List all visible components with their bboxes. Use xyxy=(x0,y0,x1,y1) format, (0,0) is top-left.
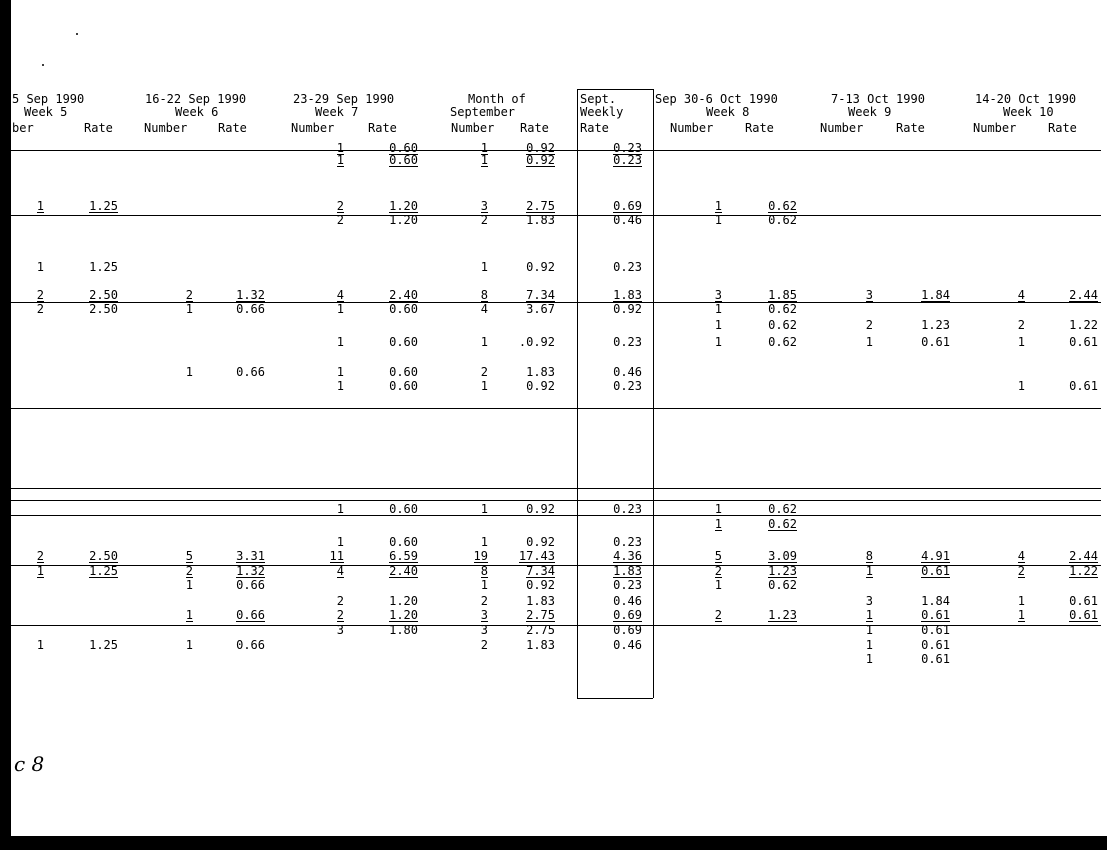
table-cell-w10r: 0.61 xyxy=(1069,379,1098,393)
table-cell-w8n: 3 xyxy=(714,288,722,302)
table-cell-w9n: 1 xyxy=(865,623,873,637)
table-cell-w8r: 0.62 xyxy=(768,213,797,227)
table-cell-mr: 2.75 xyxy=(526,623,555,637)
table-cell-mn: 1 xyxy=(480,335,488,349)
table-cell-w10n: 1 xyxy=(1017,335,1025,349)
table-cell-w10n: 4 xyxy=(1017,288,1025,302)
table-cell-w8n: 1 xyxy=(714,335,722,349)
table-cell-mn: 2 xyxy=(480,365,488,379)
header-week6-rate: Rate xyxy=(218,121,247,135)
table-cell-w8r: 0.62 xyxy=(768,335,797,349)
table-cell-w6r: 0.66 xyxy=(236,365,265,379)
table-cell-mn: 1 xyxy=(480,379,488,393)
header-week9-rate: Rate xyxy=(896,121,925,135)
table-cell-w8n: 2 xyxy=(714,564,722,578)
table-cell-w8r: 0.62 xyxy=(768,302,797,316)
table-cell-w8r: 0.62 xyxy=(768,502,797,516)
scan-border-bottom xyxy=(0,836,1107,850)
table-cell-w7n: 1 xyxy=(336,153,344,167)
table-cell-mn: 3 xyxy=(480,199,488,213)
table-cell-w9n: 8 xyxy=(865,549,873,563)
header-week6-label: Week 6 xyxy=(175,105,219,119)
table-cell-w6n: 1 xyxy=(185,638,193,652)
table-cell-w7n: 1 xyxy=(336,302,344,316)
table-cell-sw: 1.83 xyxy=(613,564,642,578)
table-cell-mr: 7.34 xyxy=(526,288,555,302)
table-cell-w8n: 1 xyxy=(714,213,722,227)
table-cell-mn: 19 xyxy=(473,549,488,563)
table-cell-w8n: 1 xyxy=(714,517,722,531)
header-sept-rate: Rate xyxy=(580,121,609,135)
table-cell-mr: 17.43 xyxy=(518,549,555,563)
header-week6-number: Number xyxy=(144,121,188,135)
table-cell-w8n: 1 xyxy=(714,199,722,213)
table-cell-w10n: 1 xyxy=(1017,594,1025,608)
header-month-line2: September xyxy=(450,105,516,119)
header-sept-line2: Weekly xyxy=(580,105,624,119)
header-week8-dates: Sep 30-6 Oct 1990 xyxy=(655,92,778,106)
table-cell-w8n: 5 xyxy=(714,549,722,563)
table-cell-w7n: 1 xyxy=(336,365,344,379)
table-cell-w5r: 2.50 xyxy=(89,549,118,563)
table-cell-w9n: 1 xyxy=(865,638,873,652)
table-cell-mr: .0.92 xyxy=(518,335,555,349)
table-cell-sw: 0.23 xyxy=(613,335,642,349)
table-cell-mn: 1 xyxy=(480,578,488,592)
table-cell-w10r: 2.44 xyxy=(1069,549,1098,563)
table-cell-mn: 3 xyxy=(480,623,488,637)
table-cell-w5r: 2.50 xyxy=(89,302,118,316)
table-cell-w9r: 4.91 xyxy=(921,549,950,563)
header-week6-dates: 16-22 Sep 1990 xyxy=(145,92,247,106)
table-cell-mr: 1.83 xyxy=(526,594,555,608)
rule-section xyxy=(11,408,1101,409)
table-cell-w7n: 1 xyxy=(336,535,344,549)
table-cell-w9r: 0.61 xyxy=(921,623,950,637)
table-cell-w5r: 1.25 xyxy=(89,564,118,578)
table-cell-mn: 1 xyxy=(480,141,488,155)
table-cell-w5n: 1 xyxy=(36,260,44,274)
table-cell-w8r: 0.62 xyxy=(768,318,797,332)
table-cell-w8r: 1.23 xyxy=(768,608,797,622)
sept-column-box-right xyxy=(653,89,654,698)
table-cell-w10r: 1.22 xyxy=(1069,318,1098,332)
table-cell-w8n: 1 xyxy=(714,318,722,332)
table-cell-w8r: 0.62 xyxy=(768,199,797,213)
table-cell-mn: 1 xyxy=(480,502,488,516)
rule-section xyxy=(11,488,1101,489)
table-cell-w5n: 1 xyxy=(36,564,44,578)
table-cell-w10r: 0.61 xyxy=(1069,335,1098,349)
table-cell-w9r: 0.61 xyxy=(921,564,950,578)
header-week10-dates: 14-20 Oct 1990 xyxy=(975,92,1077,106)
table-cell-w7r: 0.60 xyxy=(389,379,418,393)
table-cell-w7r: 2.40 xyxy=(389,564,418,578)
table-cell-w6r: 1.32 xyxy=(236,564,265,578)
table-cell-w7r: 0.60 xyxy=(389,302,418,316)
table-cell-w7n: 1 xyxy=(336,335,344,349)
table-cell-w8r: 1.23 xyxy=(768,564,797,578)
table-cell-w6r: 0.66 xyxy=(236,302,265,316)
table-cell-sw: 0.23 xyxy=(613,535,642,549)
table-cell-w7r: 1.20 xyxy=(389,213,418,227)
table-cell-w9r: 1.84 xyxy=(921,288,950,302)
table-cell-w5r: 1.25 xyxy=(89,638,118,652)
header-week7-dates: 23-29 Sep 1990 xyxy=(293,92,395,106)
table-cell-mr: 2.75 xyxy=(526,608,555,622)
header-month-line1: Month of xyxy=(468,92,526,106)
table-cell-w10r: 2.44 xyxy=(1069,288,1098,302)
sept-column-box-bottom xyxy=(577,698,653,699)
table-cell-w10n: 2 xyxy=(1017,564,1025,578)
header-week7-rate: Rate xyxy=(368,121,397,135)
table-cell-w10n: 1 xyxy=(1017,608,1025,622)
table-cell-w8r: 3.09 xyxy=(768,549,797,563)
table-cell-mn: 2 xyxy=(480,213,488,227)
table-cell-w5n: 1 xyxy=(36,199,44,213)
table-cell-sw: 0.23 xyxy=(613,379,642,393)
table-cell-sw: 0.23 xyxy=(613,502,642,516)
table-cell-mn: 1 xyxy=(480,535,488,549)
table-cell-w7r: 0.60 xyxy=(389,141,418,155)
table-cell-w9r: 0.61 xyxy=(921,638,950,652)
table-cell-w9r: 0.61 xyxy=(921,335,950,349)
table-cell-mr: 0.92 xyxy=(526,502,555,516)
table-cell-mn: 8 xyxy=(480,288,488,302)
table-cell-w9n: 1 xyxy=(865,335,873,349)
table-cell-w5n: 1 xyxy=(36,638,44,652)
table-cell-mr: 0.92 xyxy=(526,260,555,274)
table-cell-w7n: 2 xyxy=(336,594,344,608)
table-cell-w5n: 2 xyxy=(36,302,44,316)
speck-2 xyxy=(42,64,44,66)
header-week7-number: Number xyxy=(291,121,335,135)
table-cell-sw: 0.46 xyxy=(613,365,642,379)
table-cell-sw: 0.46 xyxy=(613,213,642,227)
table-cell-w8r: 0.62 xyxy=(768,578,797,592)
table-cell-mn: 1 xyxy=(480,153,488,167)
table-cell-mr: 1.83 xyxy=(526,638,555,652)
header-week8-rate: Rate xyxy=(745,121,774,135)
rule-section xyxy=(11,215,1101,216)
table-cell-mr: 0.92 xyxy=(526,141,555,155)
header-week5-dates: 5 Sep 1990 xyxy=(12,92,85,106)
table-cell-w5r: 1.25 xyxy=(89,199,118,213)
table-cell-sw: 0.23 xyxy=(613,260,642,274)
handwritten-note: c 8 xyxy=(14,752,45,776)
table-cell-sw: 0.92 xyxy=(613,302,642,316)
table-cell-w10n: 4 xyxy=(1017,549,1025,563)
table-cell-mr: 3.67 xyxy=(526,302,555,316)
table-cell-w7n: 3 xyxy=(336,623,344,637)
table-cell-w7r: 6.59 xyxy=(389,549,418,563)
table-cell-sw: 0.23 xyxy=(613,578,642,592)
table-cell-w5r: 2.50 xyxy=(89,288,118,302)
table-cell-sw: 0.23 xyxy=(613,153,642,167)
table-cell-w9n: 3 xyxy=(865,288,873,302)
rule-under-header xyxy=(11,150,1101,151)
table-cell-w9n: 2 xyxy=(865,318,873,332)
table-cell-mn: 8 xyxy=(480,564,488,578)
sept-column-box-left xyxy=(577,89,578,698)
header-week9-dates: 7-13 Oct 1990 xyxy=(831,92,925,106)
header-week10-rate: Rate xyxy=(1048,121,1077,135)
table-cell-w10n: 1 xyxy=(1017,379,1025,393)
table-cell-w7r: 1.20 xyxy=(389,594,418,608)
table-cell-w7r: 0.60 xyxy=(389,502,418,516)
table-cell-w6n: 5 xyxy=(185,549,193,563)
speck-1 xyxy=(76,33,78,35)
table-cell-w7n: 11 xyxy=(329,549,344,563)
table-cell-mr: 0.92 xyxy=(526,578,555,592)
table-cell-w8n: 1 xyxy=(714,578,722,592)
table-cell-w7n: 2 xyxy=(336,199,344,213)
rule-section xyxy=(11,500,1101,501)
header-sept-line1: Sept. xyxy=(580,92,617,106)
table-cell-sw: 0.23 xyxy=(613,141,642,155)
table-cell-w8r: 1.85 xyxy=(768,288,797,302)
table-cell-w5n: 2 xyxy=(36,288,44,302)
table-cell-w7r: 0.60 xyxy=(389,153,418,167)
table-cell-w7n: 1 xyxy=(336,502,344,516)
table-cell-w10n: 2 xyxy=(1017,318,1025,332)
header-month-number: Number xyxy=(451,121,495,135)
table-cell-mn: 3 xyxy=(480,608,488,622)
table-cell-mr: 7.34 xyxy=(526,564,555,578)
table-cell-w6n: 1 xyxy=(185,608,193,622)
table-cell-mr: 0.92 xyxy=(526,153,555,167)
table-cell-w7n: 1 xyxy=(336,141,344,155)
table-cell-mn: 1 xyxy=(480,260,488,274)
table-cell-w5r: 1.25 xyxy=(89,260,118,274)
table-cell-w9n: 3 xyxy=(865,594,873,608)
table-cell-sw: 0.69 xyxy=(613,623,642,637)
table-cell-w7r: 0.60 xyxy=(389,535,418,549)
table-cell-w9r: 0.61 xyxy=(921,652,950,666)
table-cell-w6n: 1 xyxy=(185,365,193,379)
table-cell-w9r: 0.61 xyxy=(921,608,950,622)
table-cell-mn: 2 xyxy=(480,638,488,652)
table-cell-w7r: 2.40 xyxy=(389,288,418,302)
table-cell-w9r: 1.84 xyxy=(921,594,950,608)
table-cell-mn: 2 xyxy=(480,594,488,608)
table-cell-sw: 0.69 xyxy=(613,608,642,622)
table-cell-w7r: 1.20 xyxy=(389,199,418,213)
table-cell-w7r: 0.60 xyxy=(389,365,418,379)
table-cell-sw: 0.69 xyxy=(613,199,642,213)
table-cell-sw: 1.83 xyxy=(613,288,642,302)
table-cell-w6n: 2 xyxy=(185,288,193,302)
table-cell-w9n: 1 xyxy=(865,608,873,622)
table-cell-mr: 1.83 xyxy=(526,213,555,227)
table-cell-w9n: 1 xyxy=(865,564,873,578)
table-cell-w6r: 0.66 xyxy=(236,638,265,652)
rule-section xyxy=(11,302,1101,303)
table-cell-w9r: 1.23 xyxy=(921,318,950,332)
table-cell-w7r: 0.60 xyxy=(389,335,418,349)
table-cell-mr: 0.92 xyxy=(526,535,555,549)
header-week5-number: ber xyxy=(12,121,34,135)
table-cell-mn: 4 xyxy=(480,302,488,316)
table-cell-mr: 0.92 xyxy=(526,379,555,393)
header-week10-label: Week 10 xyxy=(1003,105,1054,119)
header-week5-rate: Rate xyxy=(84,121,113,135)
header-week10-number: Number xyxy=(973,121,1017,135)
table-cell-w8n: 1 xyxy=(714,502,722,516)
header-week9-label: Week 9 xyxy=(848,105,892,119)
table-cell-w7n: 1 xyxy=(336,379,344,393)
table-cell-w10r: 0.61 xyxy=(1069,594,1098,608)
table-cell-w7r: 1.80 xyxy=(389,623,418,637)
table-cell-w8n: 1 xyxy=(714,302,722,316)
table-cell-w6n: 1 xyxy=(185,302,193,316)
table-cell-w8r: 0.62 xyxy=(768,517,797,531)
header-week7-label: Week 7 xyxy=(315,105,359,119)
table-cell-w10r: 0.61 xyxy=(1069,608,1098,622)
table-cell-w6r: 0.66 xyxy=(236,608,265,622)
table-cell-w7n: 2 xyxy=(336,608,344,622)
header-week5-label: Week 5 xyxy=(24,105,68,119)
table-cell-w6r: 0.66 xyxy=(236,578,265,592)
table-cell-w8n: 2 xyxy=(714,608,722,622)
header-week9-number: Number xyxy=(820,121,864,135)
table-cell-mr: 2.75 xyxy=(526,199,555,213)
table-cell-w7n: 4 xyxy=(336,564,344,578)
table-cell-sw: 0.46 xyxy=(613,594,642,608)
table-cell-w10r: 1.22 xyxy=(1069,564,1098,578)
table-cell-w7n: 4 xyxy=(336,288,344,302)
rule-section xyxy=(11,515,1101,516)
table-cell-sw: 0.46 xyxy=(613,638,642,652)
table-cell-w6n: 1 xyxy=(185,578,193,592)
header-week8-number: Number xyxy=(670,121,714,135)
table-cell-sw: 4.36 xyxy=(613,549,642,563)
table-cell-w9n: 1 xyxy=(865,652,873,666)
table-cell-mr: 1.83 xyxy=(526,365,555,379)
table-cell-w6r: 3.31 xyxy=(236,549,265,563)
table-cell-w5n: 2 xyxy=(36,549,44,563)
sept-column-box-top xyxy=(577,89,653,90)
table-cell-w7r: 1.20 xyxy=(389,608,418,622)
table-cell-w7n: 2 xyxy=(336,213,344,227)
table-cell-w6r: 1.32 xyxy=(236,288,265,302)
header-month-rate: Rate xyxy=(520,121,549,135)
scan-border-left xyxy=(0,0,11,850)
header-week8-label: Week 8 xyxy=(706,105,750,119)
table-cell-w6n: 2 xyxy=(185,564,193,578)
